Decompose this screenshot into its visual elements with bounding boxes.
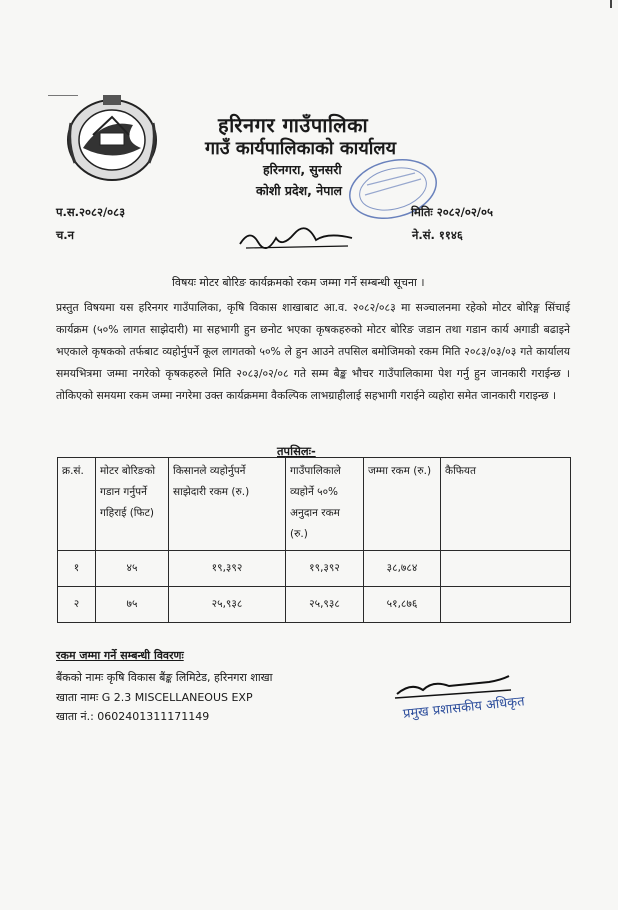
table-row	[58, 551, 571, 587]
signatory-title: प्रमुख प्रशासकीय अधिकृत	[402, 694, 526, 722]
table-cell: २	[58, 587, 96, 623]
notice-date: मितिः २०८२/०२/०५	[411, 205, 493, 219]
reference-number: प.स.२०८२/०८३	[56, 205, 126, 219]
table-cell	[441, 551, 571, 587]
table-cell: ४५	[96, 551, 169, 587]
account-name: खाता नामः G 2.3 MISCELLANEOUS EXP	[56, 691, 253, 704]
account-number: खाता नं.: 0602401311171149	[56, 710, 210, 723]
table-cell: २५,९३८	[286, 587, 364, 623]
table-cell: २५,९३८	[169, 587, 286, 623]
table-header-row	[58, 458, 571, 551]
table-header-cell: क्र.सं.	[58, 458, 96, 551]
table-row	[58, 587, 571, 623]
table-header-cell: किसानले व्यहोर्नुपर्ने साझेदारी रकम (रु.)	[169, 458, 286, 551]
table-cell	[441, 587, 571, 623]
dispatch-number: च.न	[56, 228, 75, 242]
signature-icon	[236, 224, 356, 254]
payment-details-title: रकम जम्मा गर्ने सम्बन्धी विवरणः	[56, 649, 184, 662]
table-cell: १	[58, 551, 96, 587]
table-header-cell: कैफियत	[441, 458, 571, 551]
divider	[610, 0, 612, 8]
bank-name: बैंकको नामः कृषि विकास बैंङ्क लिमिटेड, हरिनगरा शाखा	[56, 671, 273, 684]
notice-subject: विषयः मोटर बोरिङ कार्यक्रमको रकम जम्मा गर्ने सम्बन्धी सूचना ।	[172, 276, 425, 289]
office-province: कोशी प्रदेश, नेपाल	[256, 183, 343, 198]
table-header-cell: मोटर बोरिङको गडान गर्नुपर्ने गहिराई (फिट)	[96, 458, 169, 551]
emblem-logo-icon	[63, 93, 161, 183]
table-cell: ५१,८७६	[364, 587, 441, 623]
table-header-cell: जम्मा रकम (रु.)	[364, 458, 441, 551]
office-title: गाउँ कार्यपालिकाको कार्यालय	[205, 138, 397, 159]
register-number: ने.सं. ११४६	[412, 228, 463, 242]
notice-body: प्रस्तुत विषयमा यस हरिनगर गाउँपालिका, कृषि विकास शाखाबाट आ.व. २०८२/०८३ मा सञ्चालनमा रहेको मोटर बोरिङ्ग सिंचाई कार्यक्रम (५०% लागत साझेदारी) मा सहभागी हुन छनोट भएका कृषकहरुको मोटर बोरिङ जडान तथा गडान कार्य अगाडी बढाइने भएकाले कृषकको तर्फबाट व्यहोर्नुपर्ने कूल लागतको ५०% ले हुन आउने तपसिल बमोजिमको रकम मिति २०८३/०३/०३ गते कार्यालय समयभित्रमा जम्मा नगरेको कृषकहरुले मिति २०८३/०२/०८ गते सम्म बैङ्क भौचर गाउँपालिकामा पेश गर्नु हुन जानकारी गराईन्छ । तोकिएको समयमा रकम जम्मा नगरेमा उक्त कार्यक्रममा वैकल्पिक लाभग्राहीलाई सहभागी गराईने व्यहोरा समेत जानकारी गराइन्छ ।	[56, 301, 570, 402]
office-address: हरिनगरा, सुनसरी	[263, 162, 342, 177]
table-header-cell: गाउँपालिकाले व्यहोर्ने ५०% अनुदान रकम (रु.)	[286, 458, 364, 551]
table-cell: ३८,७८४	[364, 551, 441, 587]
table-cell: १९,३९२	[286, 551, 364, 587]
municipality-title: हरिनगर गाउँपालिका	[218, 113, 369, 137]
table-cell: १९,३९२	[169, 551, 286, 587]
schedule-label: तपसिलः-	[277, 444, 316, 458]
cost-table	[57, 457, 571, 623]
table-cell: ७५	[96, 587, 169, 623]
